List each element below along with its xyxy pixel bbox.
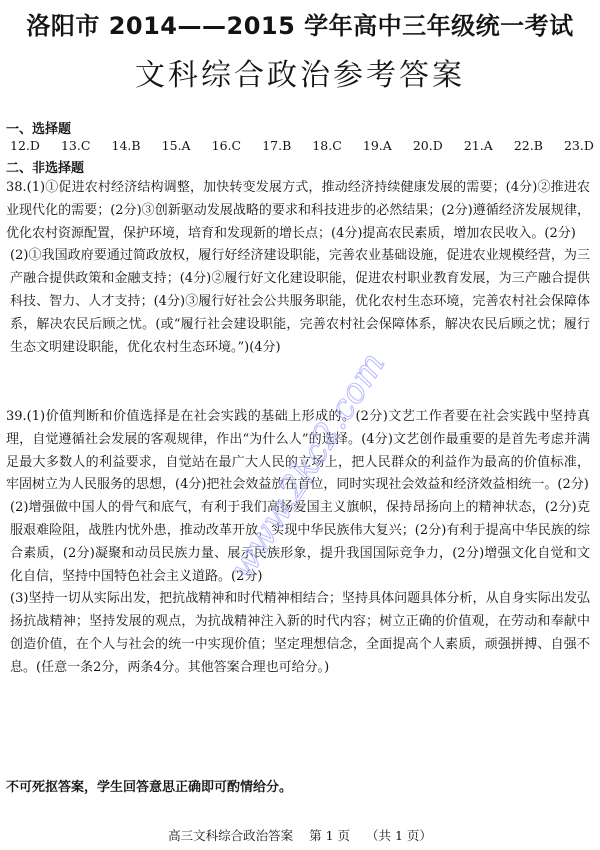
answer-block-38 [6,177,590,359]
choice-answer: 14.B [111,138,141,153]
footer-page-total: （共 1 页） [365,828,432,843]
footer-page-number: 第 1 页 [309,828,350,843]
answer-39-part2: (2)增强做中国人的骨气和底气，有利于我们高扬爱国主义旗帜，保持昂扬向上的精神状态，(2分)克服艰难险阻，战胜内忧外患，推动改革开放，实现中华民族伟大复兴；(2分)有利于提高中华民族的综合素质，(2分)凝聚和动员民族力量、展示民族形象，提升我国国际竞争力，(2分)增强文化自觉和文化自信，坚持中国特色社会主义道路。(2分) [10,500,590,584]
choice-answer: 13.C [60,138,91,153]
page-subtitle: 文科综合政治参考答案 [135,58,465,93]
choice-answers-row [10,138,594,153]
answer-38-part1: 38.(1)①促进农村经济结构调整，加快转变发展方式，推动经济持续健康发展的需要；(4分)②推进农业现代化的需要；(2分)③创新驱动发展战略的要求和科技进步的必然结果；(2分)遵循经济发展规律，优化农村资源配置，保护环境，培育和发现新的增长点；(4分)提高农民素质，增加农民收入。(2分) [6,180,590,241]
choice-answer: 19.A [362,138,392,153]
section-heading-choice: 一、选择题 [6,122,72,137]
choice-answer: 15.A [161,138,191,153]
choice-answer: 18.C [312,138,342,153]
choice-answer: 12.D [10,138,40,153]
choice-answer: 22.B [513,138,543,153]
answer-39-part3: (3)坚持一切从实际出发，把抗战精神和时代精神相结合；坚持具体问题具体分析，从自身实际出发弘扬抗战精神；坚持发展的观点，为抗战精神注入新的时代内容；树立正确的价值观，在劳动和奉献中创造价值，在个人与社会的统一中实现价值；坚定理想信念，全面提高个人素质，顽强拼搏、自强不息。(任意一条2分，两条4分。其他答案合理也可给分。) [10,591,590,675]
grading-note: 不可死抠答案，学生回答意思正确即可酌情给分。 [6,780,293,795]
answer-39-part1: 39.(1)价值判断和价值选择是在社会实践的基础上形成的。(2分)文艺工作者要在社会实践中坚持真理，自觉遵循社会发展的客观规律，作出“为什么人”的选择。(4分)文艺创作最重要的是首先考虑并满足最大多数人的利益要求，自觉站在最广大人民的立场上，把人民群众的利益作为最高的价值标准，牢固树立为人民服务的思想，(4分)把社会效益放在首位，同时实现社会效益和经济效益相统一。(2分) [6,409,590,493]
answer-block-39 [6,406,590,680]
svg-text:www.2kc2.com: www.2kc2.com [221,345,394,587]
choice-answer: 17.B [262,138,292,153]
answer-38-part2: (2)①我国政府要通过简政放权，履行好经济建设职能，完善农业基础设施，促进农业规模经营，为三产融合提供政策和金融支持；(4分)②履行好文化建设职能，促进农村职业教育发展，为三产融合提供科技、智力、人才支持；(4分)③履行好社会公共服务职能，优化农村生态环境，完善农村社会保障体系，解决农民后顾之忧。(或“履行社会建设职能，完善农村社会保障体系，解决农民后顾之忧；履行生态文明建设职能，优化农村生态环境。”)(4分) [10,248,590,355]
footer-doc-name: 高三文科综合政治答案 [168,828,294,843]
section-heading-free-response: 二、非选择题 [6,161,85,176]
choice-answer: 23.D [563,138,594,153]
choice-answer: 21.A [463,138,493,153]
page-title: 洛阳市 2014——2015 学年高中三年级统一考试 [26,12,574,40]
choice-answer: 20.D [412,138,443,153]
page-footer [0,826,600,844]
choice-answer: 16.C [211,138,242,153]
